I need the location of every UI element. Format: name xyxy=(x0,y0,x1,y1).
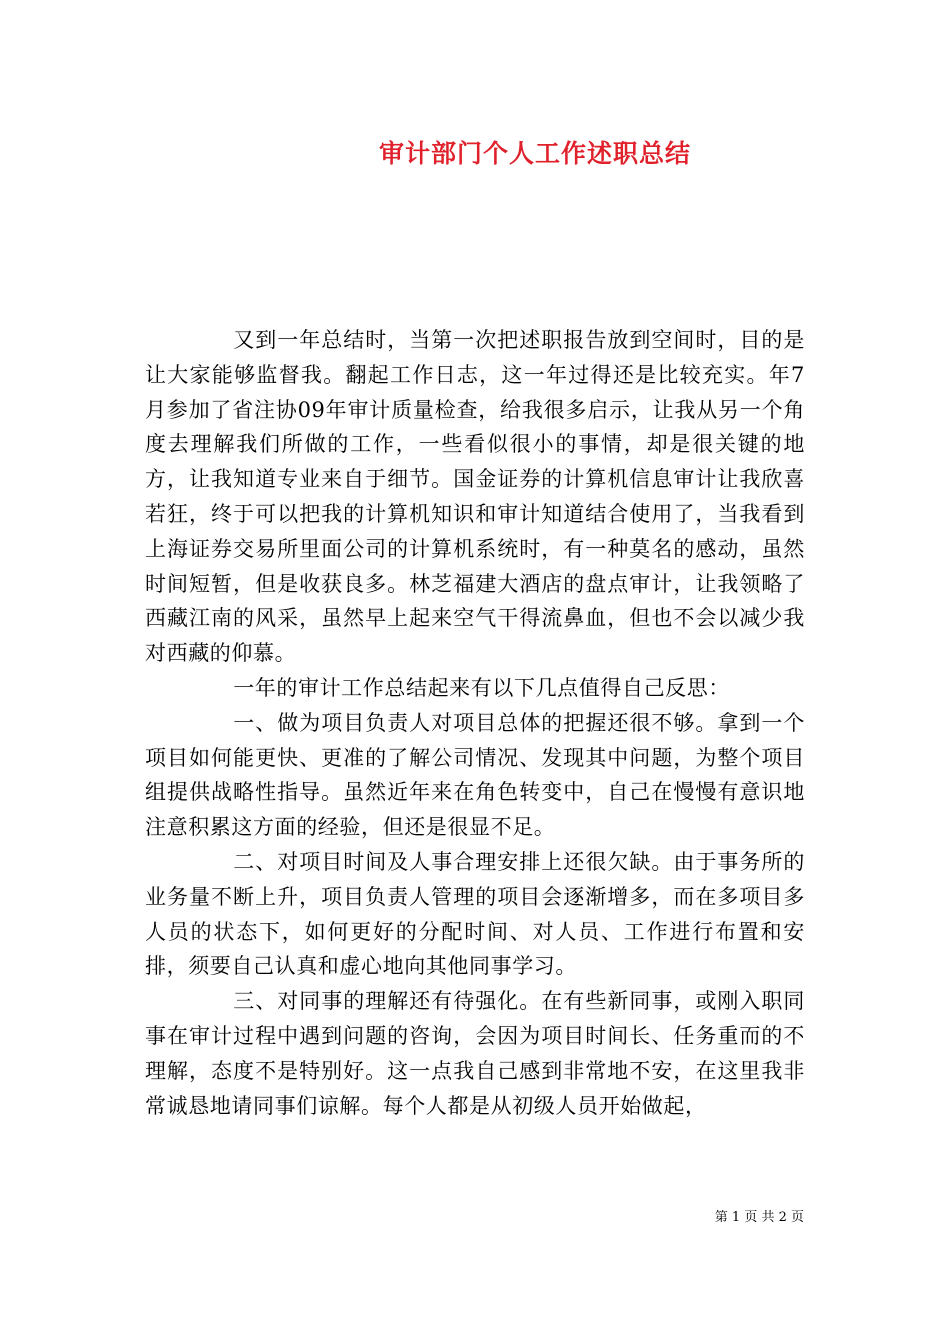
paragraph-intro: 又到一年总结时，当第一次把述职报告放到空间时，目的是让大家能够监督我。翻起工作日志，这一年过得还是比较充实。年7月参加了省注协09年审计质量检查，给我很多启示，让我从另一个角度去理解我们所做的工作，一些看似很小的事情，却是很关键的地方，让我知道专业来自于细节。国金证券的计算机信息审计让我欣喜若狂，终于可以把我的计算机知识和审计知道结合使用了，当我看到上海证券交易所里面公司的计算机系统时，有一种莫名的感动，虽然时间短暂，但是收获良多。林芝福建大酒店的盘点审计，让我领略了西藏江南的风采，虽然早上起来空气干得流鼻血，但也不会以减少我对西藏的仰慕。 xyxy=(145,328,805,666)
document-body xyxy=(145,323,805,1123)
paragraph-point-one: 一、做为项目负责人对项目总体的把握还很不够。拿到一个项目如何能更快、更准的了解公司情况、发现其中问题，为整个项目组提供战略性指导。虽然近年来在角色转变中，自己在慢慢有意识地注意积累这方面的经验，但还是很显不足。 xyxy=(145,710,805,840)
page-number-footer: 第 1 页 共 2 页 xyxy=(714,1210,804,1225)
paragraph-reflection-lead: 一年的审计工作总结起来有以下几点值得自己反思： xyxy=(233,675,730,700)
paragraph-point-three: 三、对同事的理解还有待强化。在有些新同事，或刚入职同事在审计过程中遇到问题的咨询，会因为项目时间长、任务重而的不理解，态度不是特别好。这一点我自己感到非常地不安，在这里我非常诚恳地请同事们谅解。每个人都是从初级人员开始做起， xyxy=(145,989,805,1118)
document-title: 审计部门个人工作述职总结 xyxy=(378,139,691,168)
paragraph-point-two: 二、对项目时间及人事合理安排上还很欠缺。由于事务所的业务量不断上升，项目负责人管理的项目会逐渐增多，而在多项目多人员的状态下，如何更好的分配时间、对人员、工作进行布置和安排，须要自己认真和虚心地向其他同事学习。 xyxy=(145,849,805,979)
